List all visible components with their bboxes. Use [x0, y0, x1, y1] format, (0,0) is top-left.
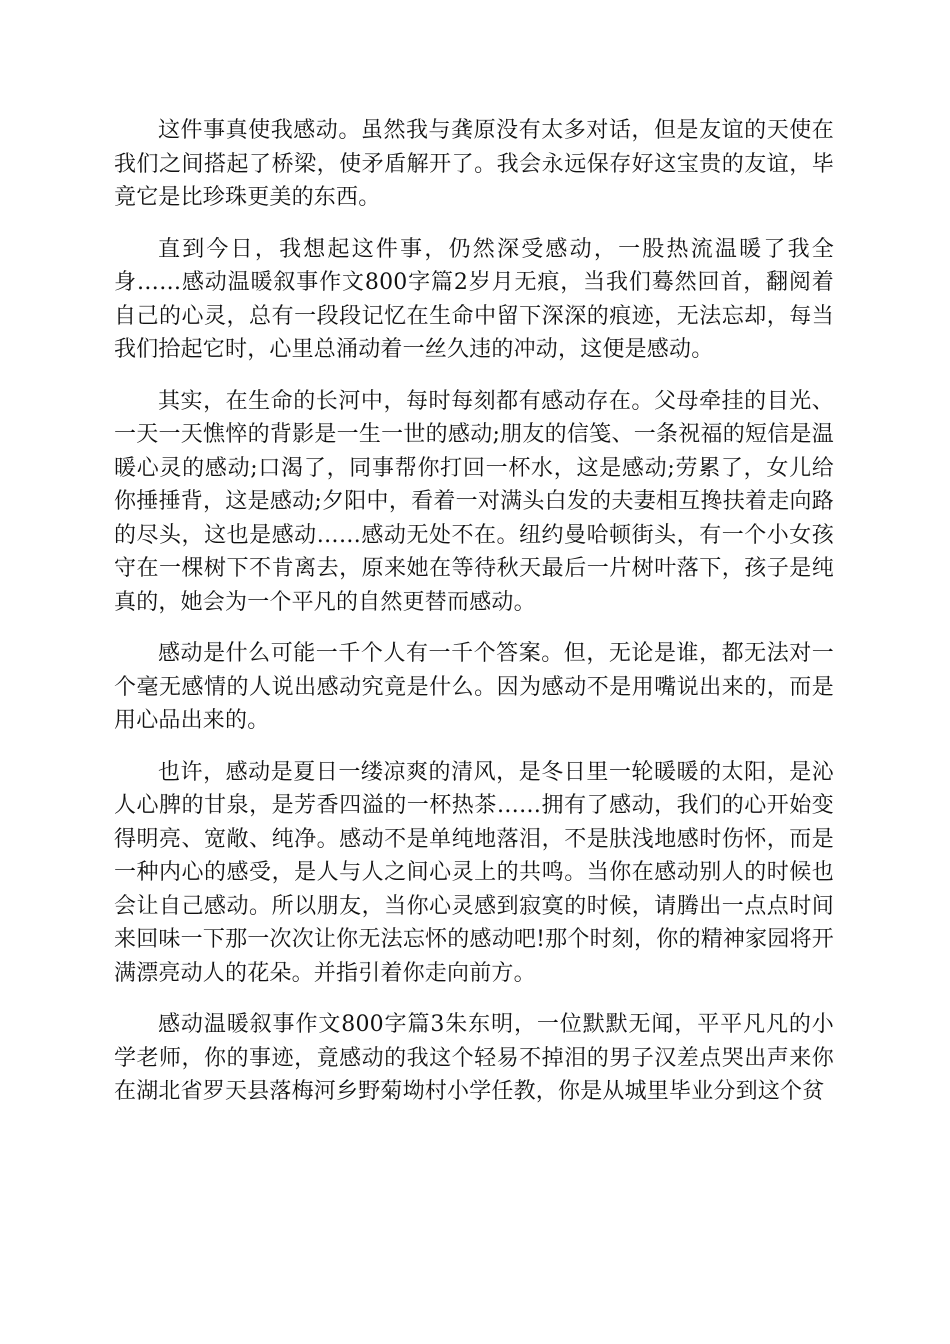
- paragraph-1: 这件事真使我感动。虽然我与龚原没有太多对话，但是友谊的天使在我们之间搭起了桥梁，使矛盾解开了。我会永远保存好这宝贵的友谊，毕竟它是比珍珠更美的东西。: [114, 118, 834, 210]
- paragraph-4: 感动是什么可能一千个人有一千个答案。但，无论是谁，都无法对一个毫无感情的人说出感动究竟是什么。因为感动不是用嘴说出来的，而是用心品出来的。: [114, 641, 834, 733]
- document-body: [114, 114, 834, 1127]
- paragraph-6: 感动温暖叙事作文800字篇3朱东明，一位默默无闻，平平凡凡的小学老师，你的事迹，竟感动的我这个轻易不掉泪的男子汉差点哭出声来你在湖北省罗天县落梅河乡野菊坳村小学任教，你是从城里毕业分到这个贫: [114, 1012, 834, 1104]
- paragraph-2: 直到今日，我想起这件事，仍然深受感动，一股热流温暖了我全身……感动温暖叙事作文800字篇2岁月无痕，当我们蓦然回首，翻阅着自己的心灵，总有一段段记忆在生命中留下深深的痕迹，无法忘却，每当我们拾起它时，心里总涌动着一丝久违的冲动，这便是感动。: [114, 236, 834, 362]
- paragraph-5: 也许，感动是夏日一缕凉爽的清风，是冬日里一轮暖暖的太阳，是沁人心脾的甘泉，是芳香四溢的一杯热茶……拥有了感动，我们的心开始变得明亮、宽敞、纯净。感动不是单纯地落泪，不是肤浅地感时伤怀，而是一种内心的感受，是人与人之间心灵上的共鸣。当你在感动别人的时候也会让自己感动。所以朋友，当你心灵感到寂寞的时候，请腾出一点点时间来回味一下那一次次让你无法忘怀的感动吧!那个时刻，你的精神家园将开满漂亮动人的花朵。并指引着你走向前方。: [114, 759, 834, 986]
- paragraph-3: 其实，在生命的长河中，每时每刻都有感动存在。父母牵挂的目光、一天一天憔悴的背影是一生一世的感动;朋友的信笺、一条祝福的短信是温暖心灵的感动;口渴了，同事帮你打回一杯水，这是感动;劳累了，女儿给你捶捶背，这是感动;夕阳中，看着一对满头白发的夫妻相互搀扶着走向路的尽头，这也是感动……感动无处不在。纽约曼哈顿街头，有一个小女孩守在一棵树下不肯离去，原来她在等待秋天最后一片树叶落下，孩子是纯真的，她会为一个平凡的自然更替而感动。: [114, 388, 834, 615]
